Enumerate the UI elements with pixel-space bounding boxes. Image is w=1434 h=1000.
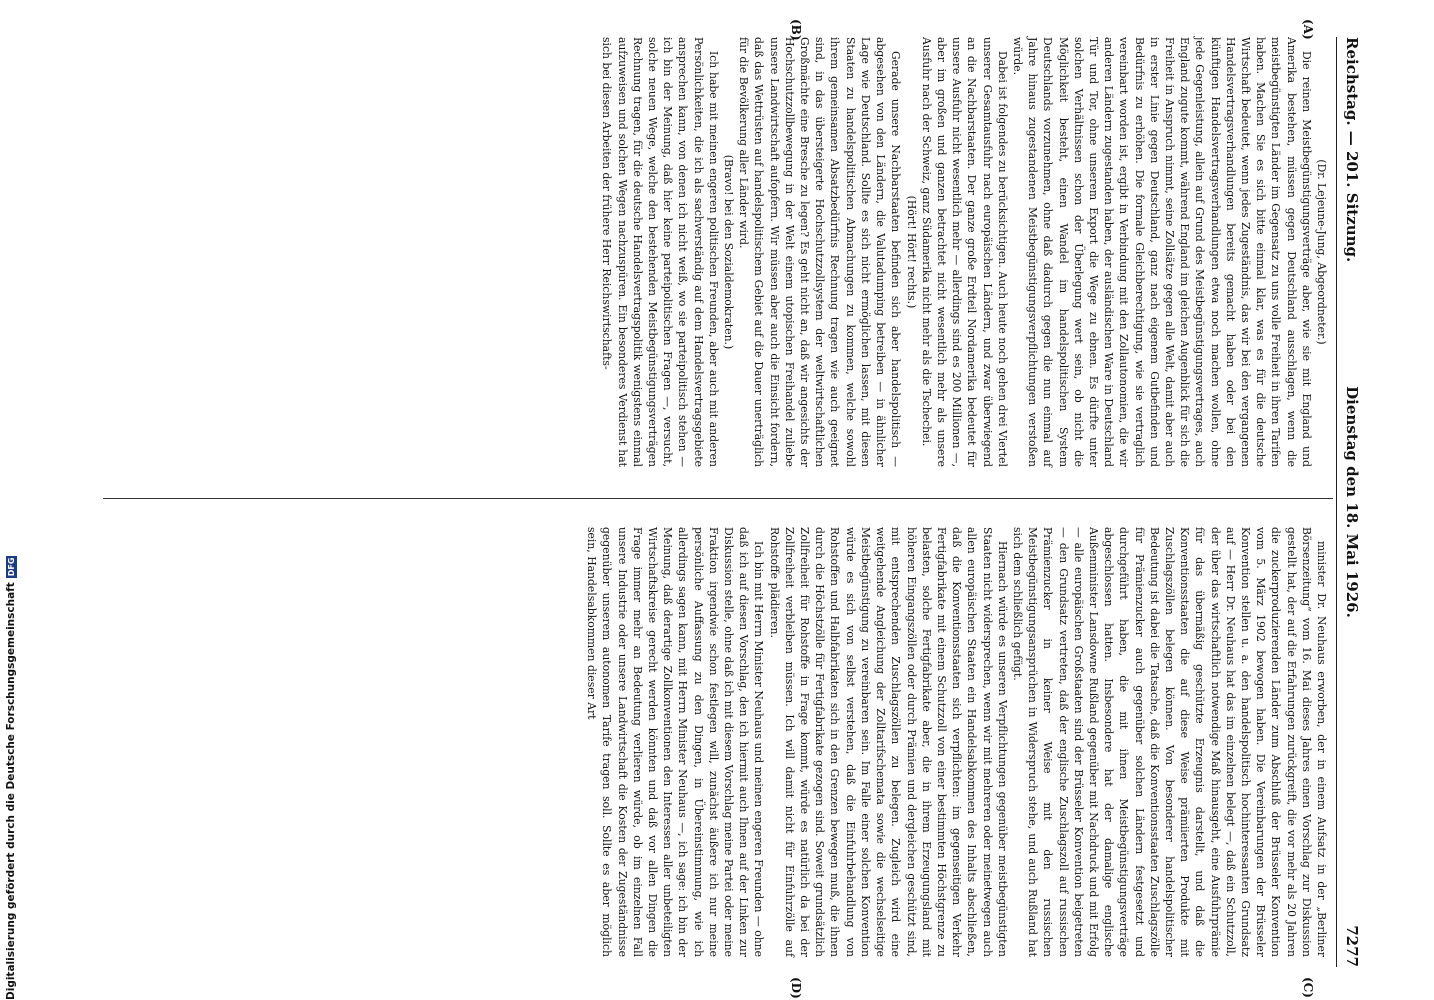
paragraph: Dabei ist folgendes zu berücksichtigen. Auch heute noch gehen drei Viertel unserer Gesamtausfuhr nach europäischen Ländern, und zwar überwiegend an die Nachbarstaaten. Der ganze große Erdteil Nordamerika bedeutet für unsere Ausfuhr nicht wesentlich mehr — allerdings sind es 200 Millionen —, aber im großen und ganzen betrachtet nicht wesentlich mehr als unsere Ausfuhr nach der Schweiz, ganz Südamerika nicht mehr als die Tschechei. xyxy=(919,37,1009,467)
paragraph: Ich bin mit Herrn Minister Neuhaus und meinen engeren Freunden — ohne daß ich auf diesen Vorschlag, den ich hiermit auch Ihnen auf der Linken zur Diskussion stelle, ohne daß ich mit diesem Vorschlag meine Partei oder meine Fraktion irgendwie schon festlegen will, zunächst äußere ich nur meine persönliche Auffassung zu den Dingen, in Übereinstimmung, wie ich allerdings sagen kann, mit Herrn Minister Neuhaus —, ich sage: ich bin der Meinung, daß derartige Zollkonventionen den Interessen aller unbeteiligten Wirtschaftskreise gerecht werden könnten und daß vor allen Dingen die Frage immer mehr an Bedeutung verlieren würde, ob im einzelnen Fall unsere Industrie oder unsere Landwirtschaft die Kosten der Zugeständnisse gegenüber unserem autonomen Tarife tragen soll. Sollte es aber möglich sein, Handelsabkommen dieser Art xyxy=(585,527,766,957)
header-date: Dienstag den 18. Mai 1926. xyxy=(1343,386,1361,618)
margin-mark-d: (D) xyxy=(789,977,803,999)
paragraph: Die reinen Meistbegünstigungsverträge aber, wie sie mit England und Amerika bestehen, müssen gegen Deutschland ausschlagen, wenn die meistbegünstigten Länder im Gegensatz zu uns volle Freiheit in ihren Tarifen haben. Machen Sie es sich bitte einmal klar, was es für die deutsche Wirtschaft bedeutet, wenn jedes Zugeständnis, das wir bei den vergangenen Handelsvertragsverhandlungen bereits gemacht haben oder bei den künftigen Handelsvertragsverhandlungen etwa noch machen wollen, ohne jede Gegenleistung, allein auf Grund des Meistbegünstigungsvertrages, auch England zugute kommt, während England im gleichen Augenblick für sich die Freiheit in Anspruch nimmt, seine Zollsätze gegen alle Welt, damit aber auch in erster Linie gegen Deutschland, ganz nach eigenem Gutbefinden und Bedürfnis zu erhöhen. Die formale Gleichberechtigung, wie sie vertraglich vereinbart worden ist, ergibt in Verbindung mit den Zollautonomien, die wir anderen Ländern zugestanden haben, der ausländischen Ware in Deutschland Tür und Tor, ohne unserem Export die Wege zu ebnen. Es dürfte unter solchen Verhältnissen schon der Überlegung wert sein, ob nicht die Möglichkeit besteht, einen Wandel im handelspolitischen System Deutschlands vorzunehmen, ohne daß dadurch gegen die nun einmal auf Jahre hinaus zugestandenen Meistbegünstigungsverpflichtungen verstoßen würde. xyxy=(1010,37,1313,467)
margin-mark-b: (B) xyxy=(789,19,803,41)
page-header xyxy=(1336,37,1363,967)
left-column xyxy=(599,37,1329,467)
paragraph: minister Dr. Neuhaus erworben, der in einem Aufsatz in der „Berliner Börsenzeitung“ vom 16. Mai dieses Jahres einen Vorschlag zur Diskussion gestellt hat, der auf die Erfahrungen zurückgreift, die vor mehr als 20 Jahren die zuckerproduzierenden Länder zum Abschluß der Brüsseler Konvention vom 5. März 1902 bewogen haben. Die Vereinbarungen der Brüsseler Konvention stellen u. a. den handelspolitisch hochinteressanten Grundsatz auf — Herr Dr. Neuhaus hat das im einzelnen belegt —, daß ein Schutzzoll, der über das wirtschaftlich notwendige Maß hinausgeht, eine Ausfuhrprämie für das übermäßig geschützte Erzeugnis darstellt, und daß die Konventionsstaaten die auf diese Weise prämiierten Produkte mit Zuschlagszöllen belegen können. Von besonderer handelspolitischer Bedeutung ist dabei die Tatsache, daß die Konventionsstaaten Zuschlagszölle für Prämienzucker auch gegenüber solchen Ländern festgesetzt und durchgeführt haben, die mit ihnen Meistbegünstigungsverträge abgeschlossen hatten. Insbesondere hat der damalige englische Außenminister Lansdowne Rußland gegenüber mit Nachdruck und mit Erfolg — alle europäischen Großstaaten sind der Brüsseler Konvention beigetreten — den Grundsatz vertreten, daß der englische Zuschlagszoll auf russischen Prämienzucker in keiner Weise mit den russischen Meistbegünstigungsansprüchen in Widerspruch stehe, und auch Rußland hat sich dem schließlich gefügt. xyxy=(1010,527,1328,957)
paragraph: Gerade unsere Nachbarstaaten befinden sich aber handelspolitisch — abgesehen von den Ländern, die Valutadumping betreiben — in ähnlicher Lage wie Deutschland. Sollte es sich nicht ermöglichen lassen, mit diesen Staaten zu handelspolitischen Abmachungen zu kommen, welche sowohl ihrem gemeinsamen Absatzbedürfnis Rechnung tragen wie auch geeignet sind, in das übersteigerte Hochschutzzollsystem der weltwirtschaftlichen Großmächte eine Bresche zu legen? Es geht nicht an, daß wir angesichts der Hochschutzzollbewegung in der Welt einem utopischen Freihandel zuliebe unsere Landwirtschaft aufopfern. Wir müssen aber auch die Einsicht fordern, daß das Wettrüsten auf handelspolitischem Gebiet auf die Dauer unerträglich für die Bevölkerung aller Länder wird. xyxy=(737,37,903,467)
dfg-logo: DFG xyxy=(6,557,16,577)
header-left: Reichstag. — 201. Sitzung. xyxy=(1343,37,1361,263)
right-column xyxy=(584,527,1329,957)
margin-mark-c: (C) xyxy=(1301,977,1315,998)
margin-mark-a: (A) xyxy=(1301,19,1315,40)
interjection: (Hört! Hört! rechts.) xyxy=(904,195,918,309)
document-page xyxy=(101,19,1363,999)
page-number: 7277 xyxy=(1343,925,1361,967)
interjection: (Bravo! bei den Sozialdemokraten.) xyxy=(722,154,736,350)
footer-credit xyxy=(2,0,20,1000)
speaker-line: (Dr. Lejeune-Jung, Abgeordneter.) xyxy=(1315,159,1328,345)
column-divider xyxy=(103,498,1333,499)
footer-text: Digitalisierung gefördert durch die Deutsche Forschungsgemeinschaft xyxy=(5,582,17,1000)
paragraph: Hiernach würde es unseren Verpflichtungen gegenüber meistbegünstigten Staaten nicht widersprechen, wenn wir mit mehreren oder meinetwegen auch allen europäischen Staaten ein Handelsabkommen des Inhalts abschließen, daß die Konventionsstaaten sich verpflichten: im gegenseitigen Verkehr Fertigfabrikate mit einem Schutzzoll von einer bestimmten Höchstgrenze zu belasten, solche Fertigfabrikate aber, die in ihrem Erzeugungsland mit höheren Eingangszöllen oder durch Prämien und dergleichen geschützt sind, mit entsprechenden Zuschlagszöllen zu belegen. Zugleich wird eine weitgehende Angleichung der Zolltarifschemata sowie die wechselseitige Meistbegünstigung zu vereinbaren sein. Im Falle einer solchen Konvention würde es sich von selbst verstehen, daß die Einfuhrbehandlung von Rohstoffen und Halbfabrikaten sich in den Grenzen bewegen muß, die ihnen durch die Höchstzölle für Fertigfabrikate gezogen sind. Soweit grundsätzlich Zollfreiheit für Rohstoffe in Frage kommt, würde es natürlich da bei der Zollfreiheit verbleiben müssen. Ich will damit nicht für Einfuhrzölle auf Rohstoffe plädieren. xyxy=(767,527,1009,957)
paragraph: Ich habe mit meinen engeren politischen Freunden, aber auch mit anderen Persönlichkeiten, die ich als sachverständig auf dem Handelsvertragsgebiete ansprechen kann, von denen ich nicht weiß, wo sie parteipolitisch stehen — ich bin der Meinung, daß hier keine parteipolitischen Fragen —, versucht, solche neuen Wege, welche den bestehenden Meistbegünstigungsverträgen Rechnung tragen, für die deutsche Handelsvertragspolitik wenigstens einmal aufzuweisen und solchen Wegen nachzuspüren. Ein besonderes Verdienst hat sich bei diesen Arbeiten der frühere Herr Reichswirtschafts- xyxy=(600,37,720,467)
